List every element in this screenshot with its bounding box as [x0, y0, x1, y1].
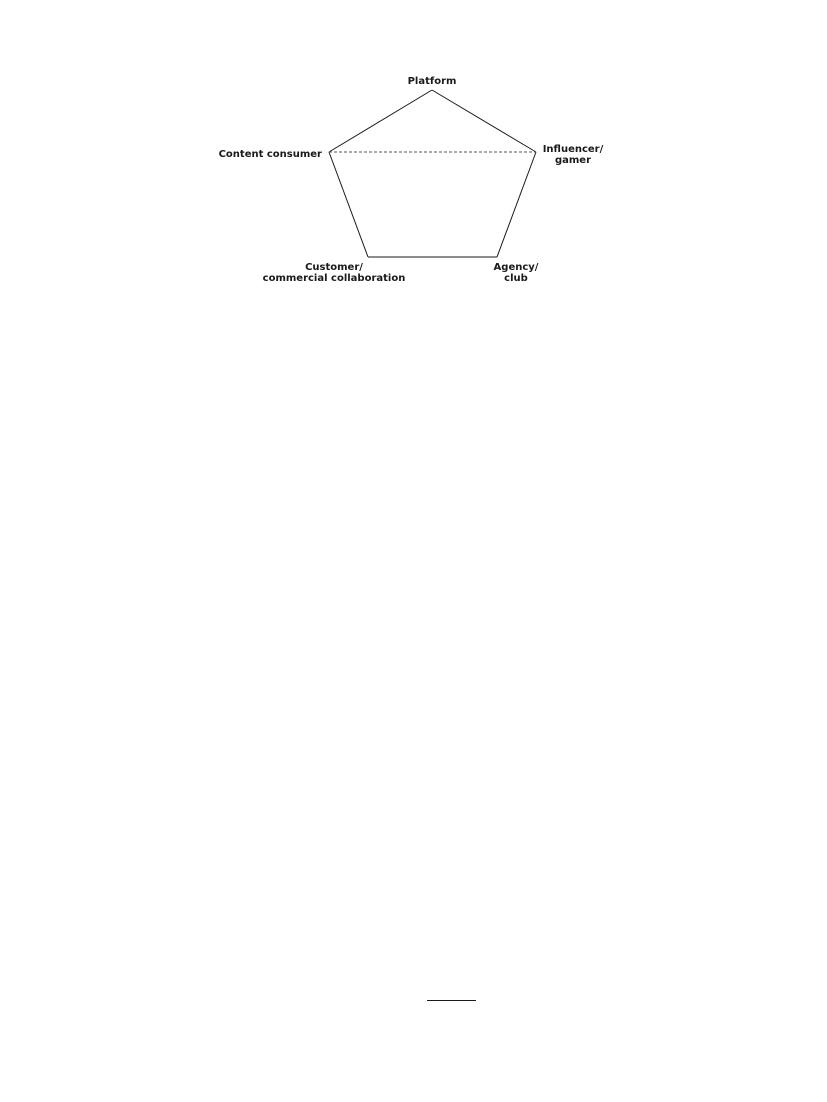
labels-layer [219, 76, 604, 284]
node-label-line: gamer [554, 155, 592, 166]
node-label-line: Content consumer [218, 149, 322, 160]
edge-platform-influencer [432, 90, 536, 152]
node-label-consumer [219, 149, 322, 160]
node-label-line: club [504, 273, 528, 284]
node-label-influencer [543, 144, 604, 166]
footnote-rule [427, 1000, 476, 1001]
node-label-line: Agency/ [493, 262, 539, 273]
node-label-customer [263, 262, 406, 284]
edges-layer [329, 90, 536, 257]
node-label-platform [408, 76, 457, 87]
node-label-line: Influencer/ [542, 144, 604, 155]
edge-customer-consumer [329, 152, 368, 257]
node-label-line: Platform [407, 76, 457, 87]
node-label-line: commercial collaboration [262, 273, 406, 284]
edge-influencer-agency [497, 152, 536, 257]
edge-consumer-platform [329, 90, 432, 152]
node-label-agency [494, 262, 539, 284]
node-label-line: Customer/ [305, 262, 363, 273]
